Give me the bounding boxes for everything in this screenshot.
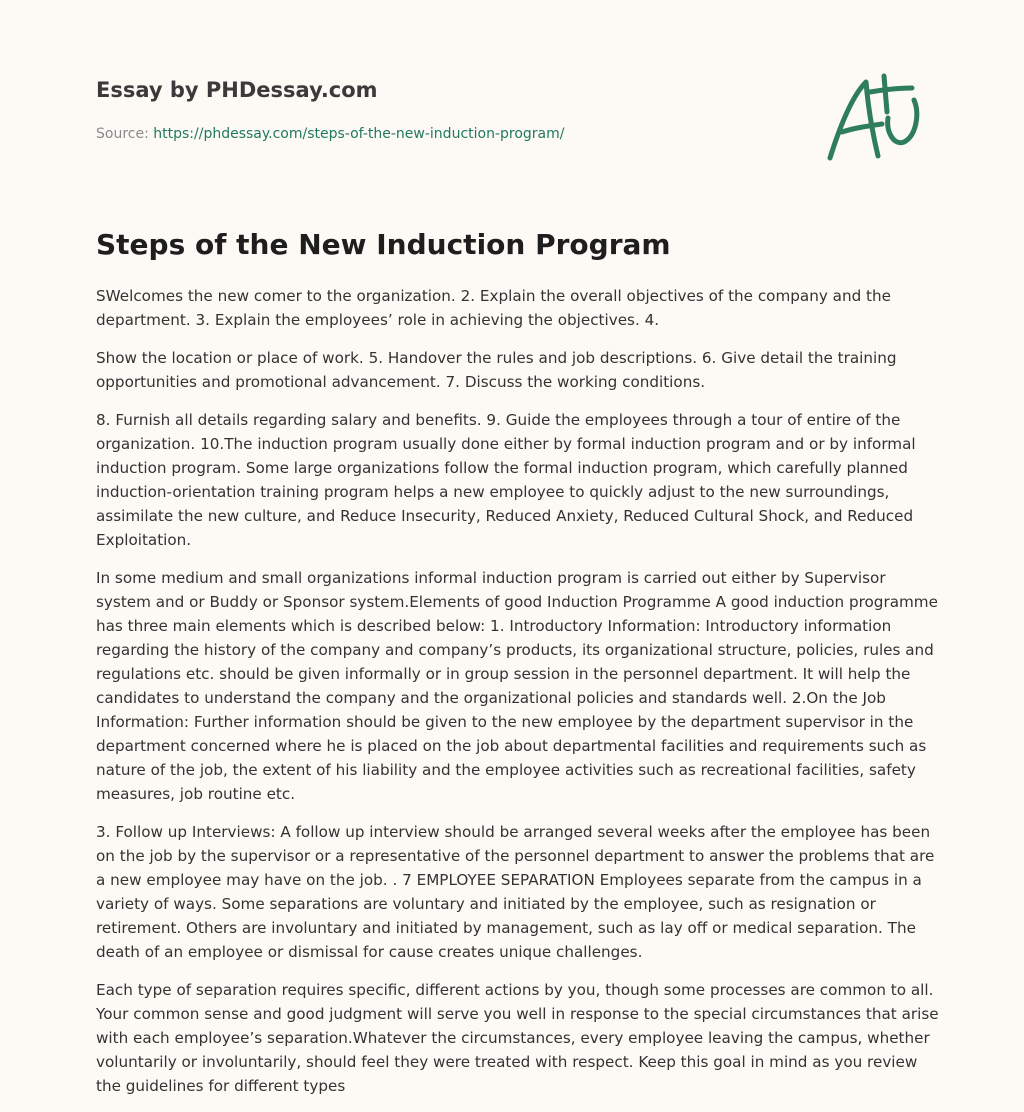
essay-paragraph: 3. Follow up Interviews: A follow up interview should be arranged several weeks after the employee has been on the job by the supervisor or a representative of the personnel department to answer the problems that are a new employee may have on the job. . 7 EMPLOYEE SEPARATION Employees separate from the campus in a variety of ways. Some separations are voluntary and initiated by the employee, such as resignation or retirement. Others are involuntary and initiated by management, such as lay off or medical separation. The death of an employee or dismissal for cause creates unique challenges. (96, 823, 935, 961)
source-label: Source: (96, 126, 149, 142)
a-plus-logo (820, 66, 930, 166)
page-title: Steps of the New Induction Program (96, 228, 671, 261)
essay-paragraph: 8. Furnish all details regarding salary and benefits. 9. Guide the employees through a tour of entire of the organization. 10.The induction program usually done either by formal induction program and or by informal induction program. Some large organizations follow the formal induction program, which carefully planned induction-orientation training program helps a new employee to quickly adjust to the new surroundings, assimilate the new culture, and Reduce Insecurity, Reduced Anxiety, Reduced Cultural Shock, and Reduced Exploitation. (96, 411, 916, 549)
essay-paragraph: Each type of separation requires specific, different actions by you, though some processes are common to all. Your common sense and good judgment will serve you well in response to the special circumstances that arise with each employee’s separation.Whatever the circumstances, every employee leaving the campus, whether voluntarily or involuntarily, should feel they were treated with respect. Keep this goal in mind as you review the guidelines for different types (96, 981, 939, 1095)
source-link[interactable]: https://phdessay.com/steps-of-the-new-induction-program/ (153, 126, 565, 142)
site-title: Essay by PHDessay.com (96, 78, 378, 102)
essay-body (96, 284, 942, 1112)
a-plus-logo-icon (820, 66, 930, 166)
essay-paragraph: SWelcomes the new comer to the organization. 2. Explain the overall objectives of the company and the department. 3. Explain the employees’ role in achieving the objectives. 4. (96, 287, 891, 329)
essay-paragraph: Show the location or place of work. 5. Handover the rules and job descriptions. 6. Give detail the training opportunities and promotional advancement. 7. Discuss the working conditions. (96, 349, 897, 391)
essay-paragraph: In some medium and small organizations informal induction program is carried out either by Supervisor system and or Buddy or Sponsor system.Elements of good Induction Programme A good induction programme has three main elements which is described below: 1. Introductory Information: Introductory information regarding the history of the company and company’s products, its organizational structure, policies, rules and regulations etc. should be given informally or in group session in the personnel department. It will help the candidates to understand the company and the organizational policies and standards well. 2.On the Job Information: Further information should be given to the new employee by the department supervisor in the department concerned where he is placed on the job about departmental facilities and requirements such as nature of the job, the extent of his liability and the employee activities such as recreational facilities, safety measures, job routine etc. (96, 569, 938, 803)
source-line (96, 124, 928, 144)
site-header (96, 76, 928, 144)
